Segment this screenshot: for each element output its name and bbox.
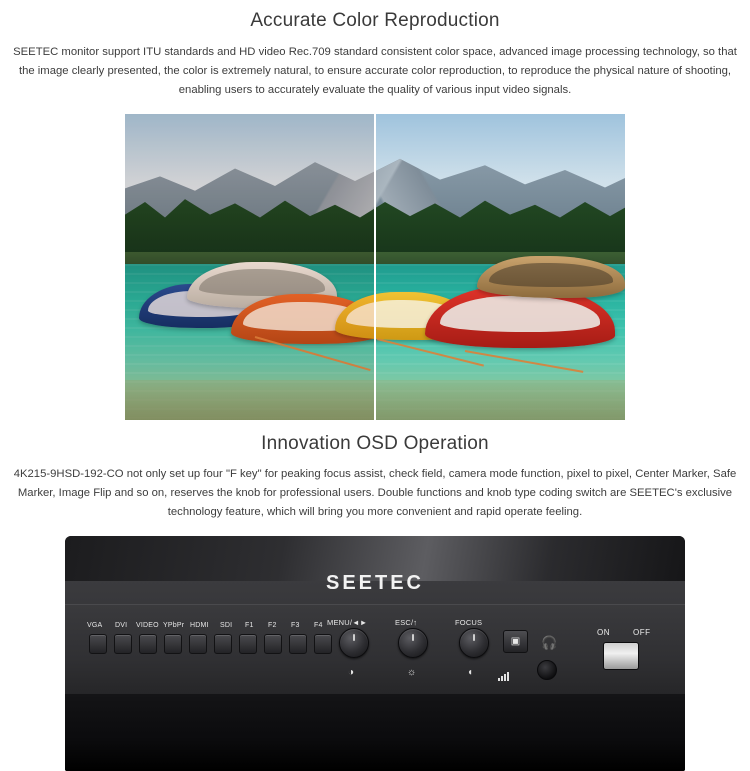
label-on: ON <box>597 628 610 637</box>
label-hdmi: HDMI <box>190 622 209 629</box>
monitor-device <box>65 536 685 771</box>
brand-logo: SEETEC <box>325 572 425 594</box>
label-vga: VGA <box>87 622 103 629</box>
button-f1[interactable] <box>239 634 257 654</box>
label-dvi: DVI <box>115 622 128 629</box>
knob-focus[interactable] <box>459 628 489 658</box>
label-focus: FOCUS <box>455 618 483 627</box>
label-off: OFF <box>633 628 651 637</box>
button-dvi[interactable] <box>114 634 132 654</box>
power-switch[interactable] <box>603 642 639 670</box>
headphone-jack[interactable] <box>537 660 557 680</box>
comparison-divider <box>374 114 376 420</box>
left-half-color-tint <box>125 114 375 420</box>
headphone-icon: 🎧 <box>541 635 558 650</box>
sun-icon: ☼ <box>407 667 417 678</box>
button-vga[interactable] <box>89 634 107 654</box>
button-sdi[interactable] <box>214 634 232 654</box>
section-title-color-reproduction: Accurate Color Reproduction <box>250 10 500 31</box>
section-body-color-reproduction: SEETEC monitor support ITU standards and HD video Rec.709 standard consistent color space, advanced image processing technology, so that the image clearly presented, the color is extremely natural, to ensure accurate color reproduction, to reproduce the physical nature of shooting, enabling users to accurately evaluate the quality of various input video signals. <box>13 46 737 96</box>
knob-esc[interactable] <box>398 628 428 658</box>
button-f3[interactable] <box>289 634 307 654</box>
brightness-icon: ◑ <box>348 667 355 678</box>
button-f2[interactable] <box>264 634 282 654</box>
knob-menu[interactable] <box>339 628 369 658</box>
contrast-icon: ◖ <box>467 667 474 678</box>
volume-bars-icon <box>498 672 509 681</box>
color-comparison-image <box>125 114 625 420</box>
label-f4: F4 <box>314 622 323 629</box>
label-menu: MENU/◄► <box>327 618 368 627</box>
button-ypbpr[interactable] <box>164 634 182 654</box>
camera-button[interactable] <box>503 630 528 653</box>
button-hdmi[interactable] <box>189 634 207 654</box>
label-f1: F1 <box>245 622 254 629</box>
product-description-page <box>0 10 750 760</box>
label-f2: F2 <box>268 622 277 629</box>
label-video: VIDEO <box>136 622 159 629</box>
source-button-row <box>89 634 332 654</box>
section-body-osd-operation: 4K215-9HSD-192-CO not only set up four "F key" for peaking focus assist, check field, camera mode function, pixel to pixel, Center Marker, Safe Marker, Image Flip and so on, reserves the knob for professional users. Double functions and knob type coding switch are SEETEC's exclusive technology feature, which will bring you more convenient and rapid operate feeling. <box>13 468 737 518</box>
monitor-control-panel-image <box>65 536 685 771</box>
monitor-lower-body <box>65 694 685 771</box>
label-f3: F3 <box>291 622 300 629</box>
button-f4[interactable] <box>314 634 332 654</box>
label-sdi: SDI <box>220 622 233 629</box>
label-esc: ESC/↑ <box>395 618 418 627</box>
camera-icon: ▣ <box>510 635 521 647</box>
section-title-osd-operation: Innovation OSD Operation <box>261 433 489 454</box>
lake-scene <box>125 114 625 420</box>
button-video[interactable] <box>139 634 157 654</box>
label-ypbpr: YPbPr <box>163 622 185 629</box>
